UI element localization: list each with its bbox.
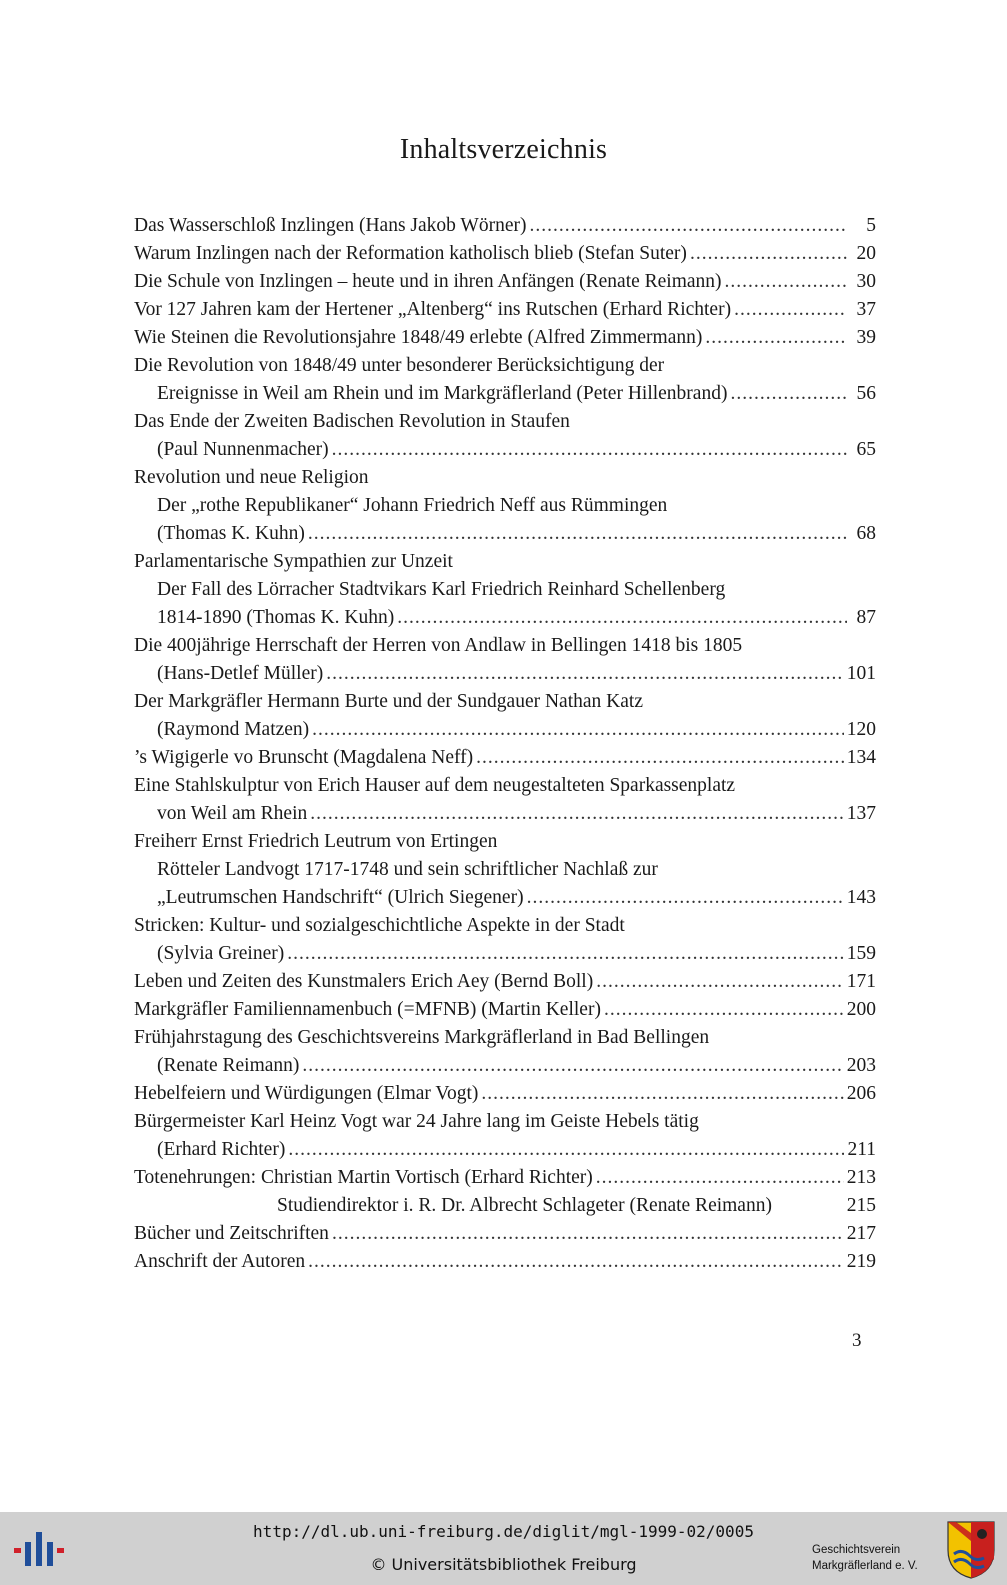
toc-entry-title: Eine Stahlskulptur von Erich Hauser auf dem neugestalteten Sparkassenplatz: [134, 775, 736, 796]
toc-page-number: 56: [856, 383, 876, 404]
dot-leader: [308, 1248, 844, 1276]
toc-line: [134, 212, 876, 240]
toc-line: [134, 716, 876, 744]
toc-entry-title: (Raymond Matzen): [157, 719, 310, 740]
toc-page-number: 200: [846, 999, 876, 1020]
toc-line: [134, 380, 876, 408]
toc-line: [134, 968, 876, 996]
toc-entry: [134, 324, 876, 352]
toc-line: [134, 1248, 876, 1276]
toc-entry-title: (Erhard Richter): [157, 1139, 286, 1160]
toc-line: [134, 464, 876, 492]
toc-entry-title: (Paul Nunnenmacher): [157, 439, 329, 460]
dot-leader: [476, 744, 844, 772]
toc-line: [134, 1024, 876, 1052]
dot-leader: [302, 1052, 843, 1080]
toc-entry-title: ’s Wigigerle vo Brunscht (Magdalena Neff): [134, 747, 474, 768]
toc-page-number: 213: [846, 1167, 876, 1188]
toc-entry: [134, 1220, 876, 1248]
toc-line: [134, 1136, 876, 1164]
toc-line: [134, 688, 876, 716]
toc-entry-title: Wie Steinen die Revolutionsjahre 1848/49 erlebte (Alfred Zimmermann): [134, 327, 703, 348]
dot-leader: [596, 1164, 844, 1192]
toc-line: [134, 268, 876, 296]
toc-entry-title: Rötteler Landvogt 1717-1748 und sein schriftlicher Nachlaß zur: [157, 859, 658, 880]
toc-entry: [134, 912, 876, 968]
toc-entry-title: Bürgermeister Karl Heinz Vogt war 24 Jahre lang im Geiste Hebels tätig: [134, 1111, 699, 1132]
toc-page-number: 203: [846, 1055, 876, 1076]
markgraeflerland-crest-icon: [946, 1520, 996, 1580]
toc-entry: [134, 772, 876, 828]
toc-line: [134, 548, 876, 576]
toc-entry-title: (Renate Reimann): [157, 1055, 300, 1076]
footer-copyright: © Universitätsbibliothek Freiburg: [370, 1555, 637, 1574]
toc-line: [134, 436, 876, 464]
toc-entry-title: „Leutrumschen Handschrift“ (Ulrich Siegener): [157, 887, 524, 908]
society-name-line1: Geschichtsverein: [812, 1544, 901, 1556]
toc-entry-title: Stricken: Kultur- und sozialgeschichtliche Aspekte in der Stadt: [134, 915, 625, 936]
toc-entry-title: Die 400jährige Herrschaft der Herren von Andlaw in Bellingen 1418 bis 1805: [134, 635, 743, 656]
toc-line: [134, 352, 876, 380]
dot-leader: [734, 296, 847, 324]
toc-line: [134, 744, 876, 772]
toc-line: [134, 324, 876, 352]
toc-page-number: 65: [856, 439, 876, 460]
toc-page-number: 87: [856, 607, 876, 628]
toc-entry-title: Totenehrungen: Christian Martin Vortisch (Erhard Richter): [134, 1167, 593, 1188]
dot-leader: [527, 884, 844, 912]
toc-entry: [134, 1080, 876, 1108]
toc-entry-title: Die Schule von Inzlingen – heute und in ihren Anfängen (Renate Reimann): [134, 271, 722, 292]
toc-line: [134, 940, 876, 968]
toc-line: [134, 772, 876, 800]
toc-page-number: 134: [846, 747, 876, 768]
toc-entry: [134, 240, 876, 268]
toc-entry-title: Frühjahrstagung des Geschichtsvereins Markgräflerland in Bad Bellingen: [134, 1027, 710, 1048]
toc-entry-title: (Thomas K. Kuhn): [157, 523, 305, 544]
toc-page-number: 215: [846, 1195, 876, 1216]
page-title: Inhaltsverzeichnis: [399, 134, 608, 165]
table-of-contents: [134, 212, 876, 1276]
dot-leader: [596, 968, 844, 996]
society-name: [812, 1542, 918, 1574]
dot-leader: [481, 1080, 843, 1108]
dot-leader: [332, 436, 847, 464]
toc-entry: [134, 1024, 876, 1080]
toc-entry-title: Der Fall des Lörracher Stadtvikars Karl Friedrich Reinhard Schellenberg: [157, 579, 726, 600]
dot-leader: [312, 716, 844, 744]
toc-entry: [134, 1108, 876, 1164]
dot-leader: [604, 996, 844, 1024]
toc-entry: [134, 212, 876, 240]
toc-entry-title: Der Markgräfler Hermann Burte und der Sundgauer Nathan Katz: [134, 691, 643, 712]
toc-line: [134, 856, 876, 884]
toc-page-number: 159: [846, 943, 876, 964]
toc-line: [134, 1108, 876, 1136]
toc-entry: [134, 1248, 876, 1276]
toc-page-number: 120: [846, 719, 876, 740]
toc-page-number: 101: [846, 663, 876, 684]
toc-page-number: 206: [846, 1083, 876, 1104]
dot-leader: [529, 212, 847, 240]
dot-leader: [287, 940, 844, 968]
toc-entry-title: 1814-1890 (Thomas K. Kuhn): [157, 607, 395, 628]
toc-entry-title: Bücher und Zeitschriften: [134, 1223, 329, 1244]
toc-line: [134, 1220, 876, 1248]
toc-line: [134, 828, 876, 856]
footer-bar: [0, 1512, 1007, 1585]
dot-leader: [288, 1136, 844, 1164]
toc-entry: [134, 464, 876, 548]
toc-line: [134, 884, 876, 912]
toc-line: [134, 296, 876, 324]
dot-leader: [310, 800, 843, 828]
toc-entry: [134, 744, 876, 772]
footer-url-link[interactable]: http://dl.ub.uni-freiburg.de/diglit/mgl-1999-02/0005: [253, 1522, 754, 1541]
toc-entry: [134, 632, 876, 688]
toc-line: [134, 800, 876, 828]
toc-entry-title: Parlamentarische Sympathien zur Unzeit: [134, 551, 453, 572]
toc-page-number: 171: [846, 971, 876, 992]
society-name-line2: Markgräflerland e. V.: [812, 1560, 918, 1572]
toc-line: [134, 1192, 876, 1220]
toc-entry-title: Hebelfeiern und Würdigungen (Elmar Vogt): [134, 1083, 479, 1104]
toc-entry: [134, 268, 876, 296]
dot-leader: [730, 380, 847, 408]
toc-page-number: 219: [846, 1251, 876, 1272]
dot-leader: [332, 1220, 844, 1248]
toc-entry: [134, 352, 876, 408]
toc-page-number: 217: [846, 1223, 876, 1244]
toc-entry: [134, 296, 876, 324]
toc-entry-title: Der „rothe Republikaner“ Johann Friedrich Neff aus Rümmingen: [157, 495, 668, 516]
page-number: 3: [852, 1330, 862, 1351]
toc-page-number: 20: [856, 243, 876, 264]
toc-line: [134, 408, 876, 436]
toc-entry-title: Warum Inzlingen nach der Reformation katholisch blieb (Stefan Suter): [134, 243, 687, 264]
toc-entry-title: Vor 127 Jahren kam der Hertener „Altenberg“ ins Rutschen (Erhard Richter): [134, 299, 732, 320]
toc-line: [134, 1052, 876, 1080]
toc-entry-title: Die Revolution von 1848/49 unter besonderer Berücksichtigung der: [134, 355, 665, 376]
toc-entry-title: (Sylvia Greiner): [157, 943, 285, 964]
toc-line: [134, 492, 876, 520]
toc-line: [134, 996, 876, 1024]
dot-leader: [705, 324, 847, 352]
toc-entry-title: Markgräfler Familiennamenbuch (=MFNB) (Martin Keller): [134, 999, 601, 1020]
toc-page-number: 37: [856, 299, 876, 320]
dot-leader: [308, 520, 847, 548]
dot-leader: [326, 660, 844, 688]
toc-entry: [134, 828, 876, 912]
toc-entry-title: Studiendirektor i. R. Dr. Albrecht Schlageter (Renate Reimann): [277, 1195, 772, 1216]
toc-entry-title: Anschrift der Autoren: [134, 1251, 306, 1272]
toc-entry-title: (Hans-Detlef Müller): [157, 663, 324, 684]
toc-entry: [134, 968, 876, 996]
toc-line: [134, 660, 876, 688]
toc-page-number: 211: [847, 1139, 876, 1160]
toc-entry-title: Freiherr Ernst Friedrich Leutrum von Ertingen: [134, 831, 498, 852]
toc-entry-title: von Weil am Rhein: [157, 803, 308, 824]
toc-page-number: 137: [846, 803, 876, 824]
toc-line: [134, 576, 876, 604]
toc-page-number: 30: [856, 271, 876, 292]
toc-entry: [134, 408, 876, 464]
toc-entry-title: Leben und Zeiten des Kunstmalers Erich Aey (Bernd Boll): [134, 971, 594, 992]
toc-page-number: 39: [856, 327, 876, 348]
toc-entry-title: Das Ende der Zweiten Badischen Revolution in Staufen: [134, 411, 570, 432]
toc-line: [134, 604, 876, 632]
toc-page-number: 5: [866, 215, 876, 236]
toc-page-number: 68: [856, 523, 876, 544]
toc-line: [134, 1164, 876, 1192]
toc-line: [134, 632, 876, 660]
toc-entry: [134, 688, 876, 744]
toc-line: [134, 912, 876, 940]
toc-entry: [134, 996, 876, 1024]
dot-leader: [690, 240, 847, 268]
toc-entry: [134, 1164, 876, 1220]
toc-page-number: 143: [846, 887, 876, 908]
toc-entry-title: Revolution und neue Religion: [134, 467, 369, 488]
toc-entry: [134, 548, 876, 632]
toc-line: [134, 240, 876, 268]
toc-line: [134, 1080, 876, 1108]
toc-line: [134, 520, 876, 548]
toc-entry-title: Ereignisse in Weil am Rhein und im Markgräflerland (Peter Hillenbrand): [157, 383, 728, 404]
toc-entry-title: Das Wasserschloß Inzlingen (Hans Jakob Wörner): [134, 215, 527, 236]
dot-leader: [725, 268, 847, 296]
dot-leader: [397, 604, 847, 632]
